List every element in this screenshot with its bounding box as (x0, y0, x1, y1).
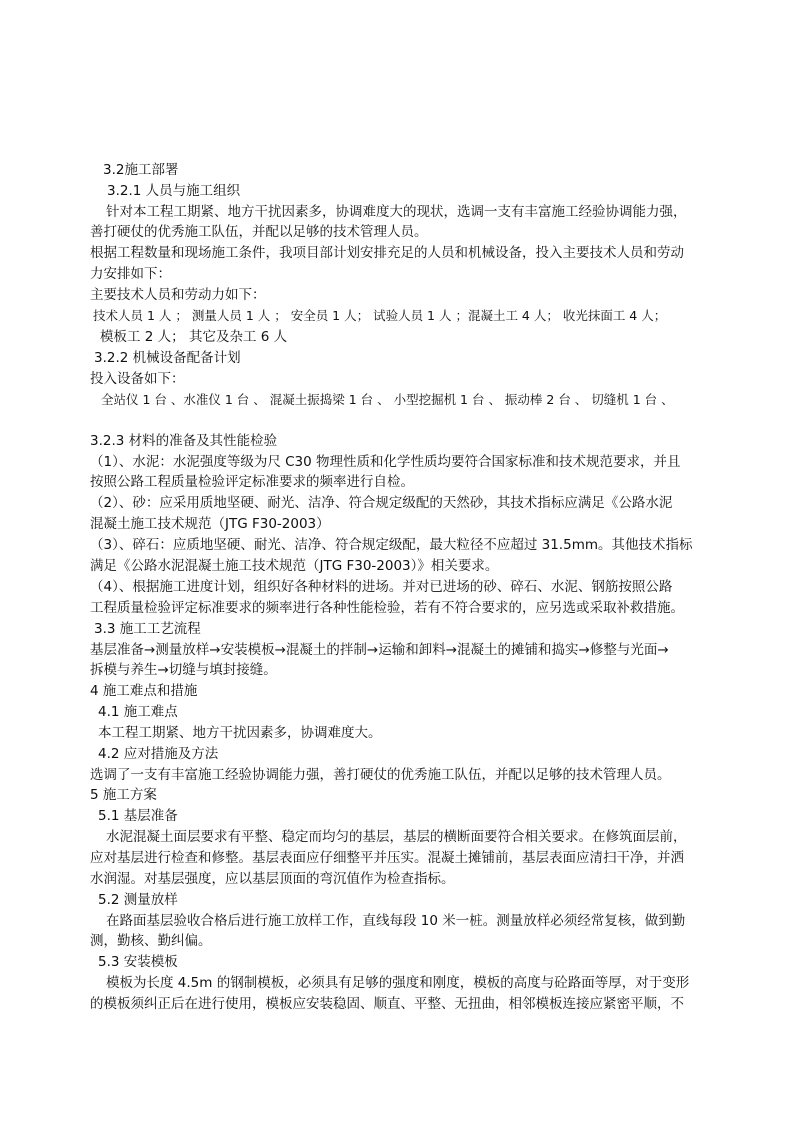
paragraph-line: 在路面基层验收合格后进行施工放样工作，直线每段 10 米一桩。测量放样必须经常复核，做到勤 (106, 913, 686, 929)
paragraph-line: 基层准备→测量放样→安装模板→混凝土的拌制→运输和卸料→混凝土的摊铺和捣实→修整与光面→ (90, 642, 669, 658)
heading-4-1: 4.1 施工难点 (98, 704, 178, 720)
staff-list-line: 模板工 2 人； 其它及杂工 6 人 (100, 329, 288, 345)
paragraph-line: 善打硬仗的优秀施工队伍，并配以足够的技术管理人员。 (90, 224, 428, 240)
heading-3-2: 3.2施工部署 (103, 162, 179, 178)
heading-5: 5 施工方案 (90, 787, 157, 803)
heading-5-1: 5.1 基层准备 (98, 808, 178, 824)
heading-4: 4 施工难点和措施 (90, 683, 198, 699)
paragraph-line: 按照公路工程质量检验评定标准要求的频率进行自检。 (90, 474, 414, 490)
paragraph-line: 满足《公路水泥混凝土施工技术规范（JTG F30-2003）》相关要求。 (90, 558, 499, 574)
paragraph-line: 的模板须纠正后在进行使用，模板应安装稳固、顺直、平整、无扭曲，相邻模板连接应紧密平顺，不 (90, 996, 684, 1012)
paragraph-line: （1）、水泥：水泥强度等级为尺 C30 物理性质和化学性质均要符合国家标准和技术规范要求，并且 (90, 454, 681, 470)
paragraph-line: 选调了一支有丰富施工经验协调能力强，善打硬仗的优秀施工队伍，并配以足够的技术管理人员。 (90, 767, 671, 783)
paragraph-line: （2）、砂：应采用质地坚硬、耐光、洁净、符合规定级配的天然砂，其技术指标应满足《公路水泥 (90, 495, 673, 511)
heading-3-2-2: 3.2.2 机械设备配备计划 (94, 350, 241, 366)
heading-3-2-3: 3.2.3 材料的准备及其性能检验 (90, 433, 278, 449)
staff-list-line: 技术人员 1 人 ； 测量人员 1 人 ； 安全员 1 人； 试验人员 1 人 ；混凝土工 4 人； 收光抹面工 4 人； (93, 308, 667, 323)
paragraph-line: 水泥混凝土面层要求有平整、稳定而均匀的基层，基层的横断面要符合相关要求。在修筑面层前， (106, 829, 687, 845)
paragraph-line: 水润湿。对基层强度，应以基层顶面的弯沉值作为检查指标。 (90, 871, 455, 887)
paragraph-line: 本工程工期紧、地方干扰因素多，协调难度大。 (98, 725, 382, 741)
paragraph-line: （4）、根据施工进度计划，组织好各种材料的进场。并对已进场的砂、碎石、水泥、钢筋按照公路 (90, 579, 673, 595)
heading-4-2: 4.2 应对措施及方法 (98, 746, 219, 762)
equipment-list-line: 全站仪 1 台 、水准仪 1 台 、 混凝土振捣梁 1 台 、 小型挖掘机 1 台 、 振动棒 2 台 、 切缝机 1 台 、 (101, 392, 674, 407)
paragraph-line: 测，勤核、勤纠偏。 (90, 933, 212, 949)
paragraph-line: 力安排如下： (90, 266, 171, 282)
paragraph-line: 根据工程数量和现场施工条件，我项目部计划安排充足的人员和机械设备，投入主要技术人员和劳动 (90, 245, 684, 261)
paragraph-line: 拆模与养生→切缝与填封接缝。 (90, 662, 277, 678)
paragraph-line: 针对本工程工期紧、地方干扰因素多，协调难度大的现状，选调一支有丰富施工经验协调能力强， (106, 204, 687, 220)
paragraph-line: 应对基层进行检查和修整。基层表面应仔细整平并压实。混凝土摊铺前，基层表面应清扫干净，并洒 (90, 850, 684, 866)
heading-3-3: 3.3 施工工艺流程 (94, 621, 201, 637)
paragraph-line: 工程质量检验评定标准要求的频率进行各种性能检验，若有不符合要求的，应另选或采取补救措施。 (90, 600, 684, 616)
paragraph-line: 模板为长度 4.5m 的钢制模板，必须具有足够的强度和刚度，模板的高度与砼路面等厚，对于变形 (106, 975, 690, 991)
heading-5-2: 5.2 测量放样 (98, 892, 178, 908)
paragraph-line: 投入设备如下： (90, 371, 185, 387)
paragraph-line: 混凝土施工技术规范（JTG F30-2003） (90, 516, 330, 532)
heading-3-2-1: 3.2.1 人员与施工组织 (107, 183, 241, 199)
heading-5-3: 5.3 安装模板 (98, 954, 178, 970)
paragraph-line: （3）、碎石：应质地坚硬、耐光、洁净、符合规定级配，最大粒径不应超过 31.5mm。其他技术指标 (90, 537, 693, 553)
paragraph-line: 主要技术人员和劳动力如下： (90, 287, 266, 303)
